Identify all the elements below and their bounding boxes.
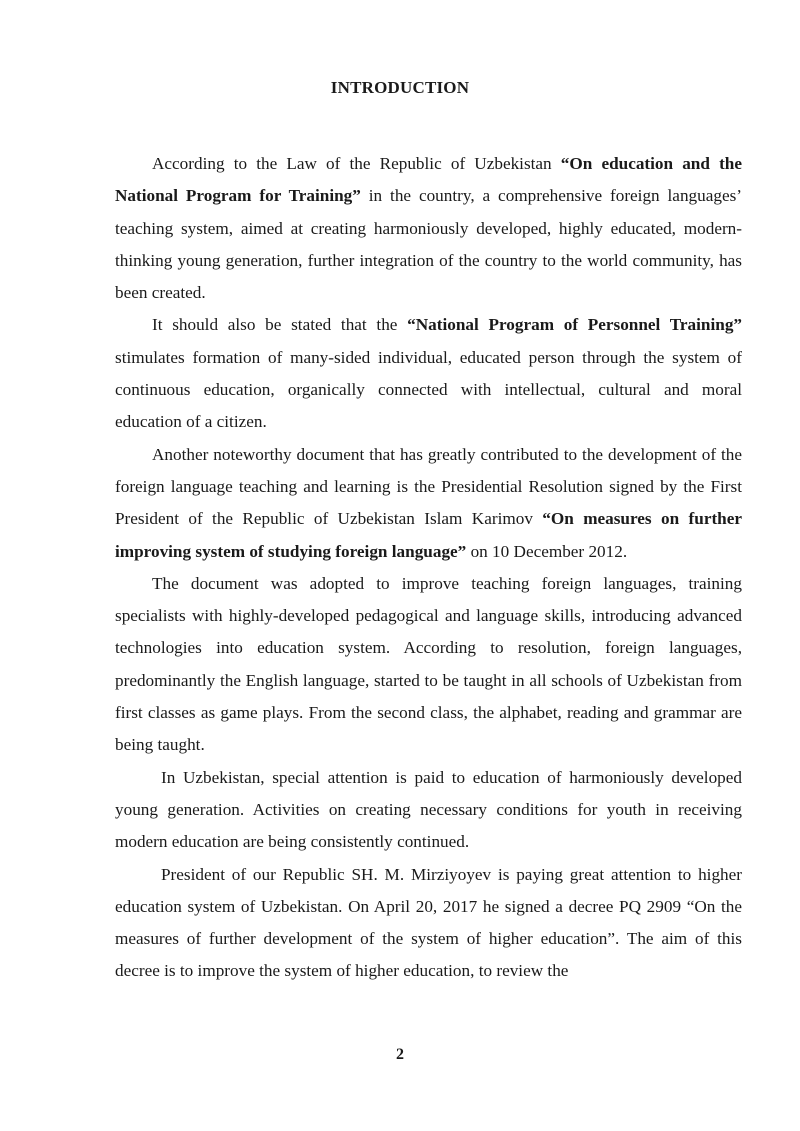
page-number: 2 xyxy=(396,1046,404,1063)
text-run: stimulates formation of many-sided individual, educated person through the system of continuous education, organically connected with intellectual, cultural and moral education of a citizen. xyxy=(115,347,742,432)
bold-text-run: “On education and the National Program for Training” xyxy=(115,154,742,206)
bold-text-run: “On measures on further improving system of studying foreign language” xyxy=(115,509,742,561)
paragraph-2 xyxy=(115,309,742,438)
text-run: It should also be stated that the xyxy=(152,315,408,335)
text-run: in the country, a comprehensive foreign languages’ teaching system, aimed at creating harmoniously developed, highly educated, modern-thinking young generation, further integration of the country to the world community, has been created. xyxy=(115,186,742,303)
text-run: President of our Republic SH. M. Mirziyoyev is paying great attention to higher education system of Uzbekistan. On April 20, 2017 he signed a decree PQ 2909 “On the measures of further development of the system of higher education”. The aim of this decree is to improve the system of higher education, to review the xyxy=(115,864,742,981)
page-title: INTRODUCTION xyxy=(330,78,470,97)
bold-text-run: “National Program of Personnel Training” xyxy=(407,315,743,335)
body-text xyxy=(115,148,742,988)
text-run: on 10 December 2012. xyxy=(466,541,628,561)
paragraph-4 xyxy=(115,568,742,762)
text-run: Another noteworthy document that has greatly contributed to the development of the foreign language teaching and learning is the Presidential Resolution signed by the First President of the Republic of Uzbekistan Islam Karimov xyxy=(115,444,742,529)
paragraph-6 xyxy=(115,859,742,988)
paragraph-3 xyxy=(115,439,742,568)
text-run: According to the Law of the Republic of Uzbekistan xyxy=(152,154,561,173)
paragraph-1 xyxy=(115,148,742,309)
text-run: In Uzbekistan, special attention is paid to education of harmoniously developed young generation. Activities on creating necessary conditions for youth in receiving modern education are being consistently continued. xyxy=(115,767,742,852)
text-run: The document was adopted to improve teaching foreign languages, training specialists with highly-developed pedagogical and language skills, introducing advanced technologies into education system. According to resolution, foreign languages, predominantly the English language, started to be taught in all schools of Uzbekistan from first classes as game plays. From the second class, the alphabet, reading and grammar are being taught. xyxy=(115,573,742,755)
paragraph-5 xyxy=(115,762,742,859)
